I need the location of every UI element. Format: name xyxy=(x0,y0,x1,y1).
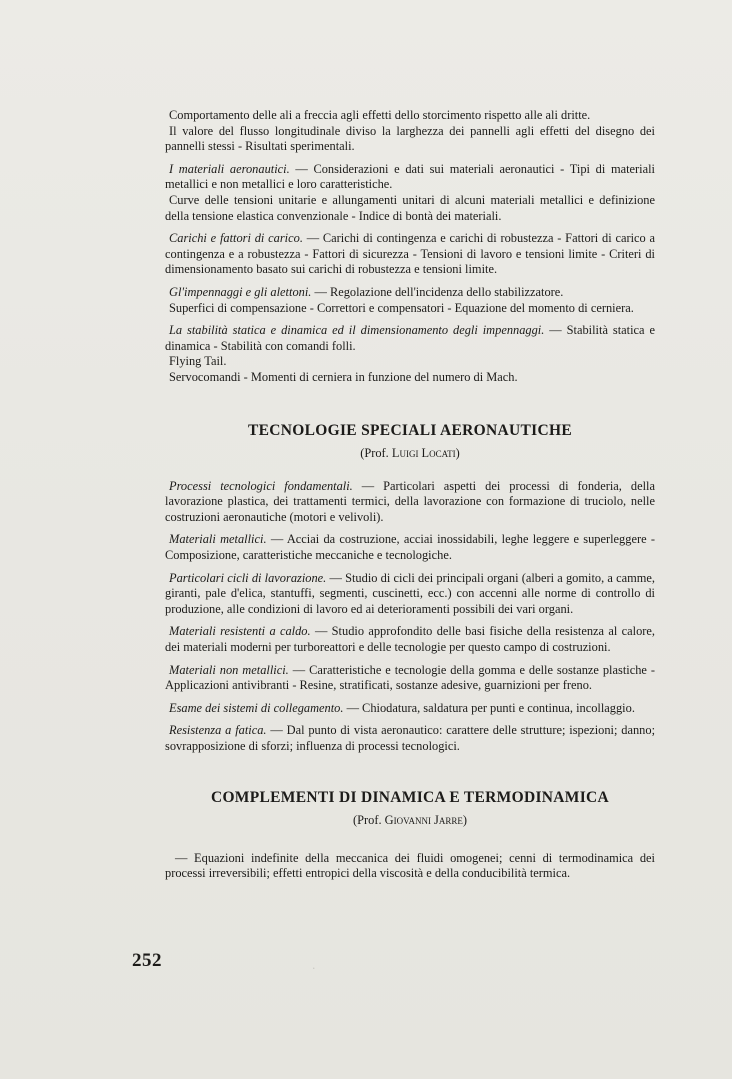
heading-non-metallici: Materiali non metallici. xyxy=(169,662,289,677)
text-processi: — Particolari aspetti dei processi di fonderia, della lavorazione plastica, dei trattamenti termici, della lavorazione con formazione di truciolo, nelle costruzioni aeronautiche (motori e velivoli). xyxy=(165,478,655,524)
tecnologie-item-5 xyxy=(165,663,655,694)
heading-carichi: Carichi e fattori di carico. xyxy=(169,231,303,246)
section-title-tecnologie: TECNOLOGIE SPECIALI AERONAUTICHE xyxy=(248,421,572,439)
heading-fatica: Resistenza a fatica. xyxy=(169,723,267,738)
tecnologie-paragraph xyxy=(165,479,655,526)
heading-resistenti-caldo: Materiali resistenti a caldo. xyxy=(169,624,311,639)
paragraph-servocomandi: Servocomandi - Momenti di cerniera in funzione del numero di Mach. xyxy=(169,369,518,384)
text-materiali: — Considerazioni e dati sui materiali aeronautici - Tipi di materiali metallici e non metallici e loro caratteristiche. xyxy=(165,161,655,192)
prof-prefix: (Prof. xyxy=(360,446,392,461)
tecnologie-item-6 xyxy=(165,701,655,717)
materiali-block xyxy=(165,162,655,224)
heading-materiali: I materiali aeronautici. xyxy=(169,161,290,176)
prof-name-locati: Luigi Locati xyxy=(391,446,456,461)
paragraph-flying-tail: Flying Tail. xyxy=(169,354,227,369)
heading-impennaggi: Gl'impennaggi e gli alettoni. xyxy=(169,284,312,299)
heading-materiali-metallici: Materiali metallici. xyxy=(169,532,267,547)
section-professor-tecnologie xyxy=(165,446,655,462)
text-carichi: — Carichi di contingenza e carichi di robustezza - Fattori di carico a contingenza e a robustezza - Fattori di sicurezza - Tensioni di lavoro e tensioni limite - Criteri di dimensionamento basato sui carichi di robustezza e tensioni limite. xyxy=(165,231,656,277)
page-number: 252 xyxy=(132,950,162,971)
prof-suffix: ) xyxy=(455,446,460,461)
carichi-block xyxy=(165,231,655,278)
text-stabilita: — Stabilità statica e dinamica - Stabilità con comandi folli. xyxy=(165,323,656,353)
paragraph-curve: Curve delle tensioni unitarie e allungamenti unitari di alcuni materiali metallici e definizione della tensione elastica convenzionale - Indice di bontà dei materiali. xyxy=(165,192,655,223)
tecnologie-item-7 xyxy=(165,723,655,754)
heading-stabilita: La stabilità statica e dinamica ed il dimensionamento degli impennaggi. xyxy=(169,323,545,338)
tecnologie-item-2 xyxy=(165,532,655,563)
tecnologie-paragraph xyxy=(165,663,655,694)
text-fatica: — Dal punto di vista aeronautico: carattere delle strutture; ispezioni; danno; sovrapposizione di sforzi; influenza di processi tecnologici. xyxy=(165,723,656,753)
upper-block xyxy=(165,108,655,155)
stabilita-block xyxy=(165,323,655,385)
prof-name-jarre: Giovanni Jarre xyxy=(384,813,463,828)
tecnologie-paragraph xyxy=(165,701,655,717)
tecnologie-paragraph xyxy=(165,571,655,618)
paragraph-complementi: — Equazioni indefinite della meccanica dei fluidi omogenei; cenni di termodinamica dei processi irreversibili; effetti entropici della viscosità e della conducibilità termica. xyxy=(165,850,655,881)
paragraph-carichi xyxy=(165,231,655,278)
text-resistenti-caldo: — Studio approfondito delle basi fisiche della resistenza al calore, dei materiali moderni per turboreattori e delle tecnologie per questo campo di costruzioni. xyxy=(165,624,656,655)
paragraph-superfici: Superfici di compensazione - Correttori e compensatori - Equazione del momento di cerniera. xyxy=(169,300,634,315)
text-non-metallici: — Caratteristiche e tecnologie della gomma e delle sostanze plastiche - Applicazioni antivibranti - Resine, stratificati, sostanze adesive, guarnizioni per freno. xyxy=(165,662,655,693)
tecnologie-item-4 xyxy=(165,624,655,655)
tecnologie-paragraph xyxy=(165,624,655,655)
paragraph-flusso: Il valore del flusso longitudinale diviso la larghezza dei pannelli agli effetti del disegno dei pannelli stessi - Risultati sperimentali. xyxy=(165,123,655,154)
heading-processi: Processi tecnologici fondamentali. xyxy=(169,478,353,493)
impennaggi-block xyxy=(165,285,655,316)
text-impennaggi: — Regolazione dell'incidenza dello stabilizzatore. xyxy=(311,284,564,299)
prof-suffix: ) xyxy=(462,813,467,828)
page-content xyxy=(165,108,655,882)
text-collegamento: — Chiodatura, saldatura per punti e continua, incollaggio. xyxy=(343,700,635,715)
faint-stamp-mark: · xyxy=(312,962,316,975)
paragraph-materiali xyxy=(165,162,655,193)
prof-prefix: (Prof. xyxy=(352,813,385,828)
section-title-complementi: COMPLEMENTI DI DINAMICA E TERMODINAMICA xyxy=(210,788,610,806)
tecnologie-paragraph xyxy=(165,723,655,754)
tecnologie-paragraph xyxy=(165,532,655,563)
tecnologie-item-3 xyxy=(165,571,655,618)
heading-collegamento: Esame dei sistemi di collegamento. xyxy=(169,700,344,715)
tecnologie-item-1 xyxy=(165,479,655,526)
text-cicli: — Studio di cicli dei principali organi (alberi a gomito, a camme, giranti, pale d'elica, stantuffi, segmenti, cuscinetti, ecc.) con accenni alle norme di controllo di produzione, alle condizioni di lavoro ed ai deterioramenti possibili dei vari organi. xyxy=(165,570,655,616)
heading-cicli: Particolari cicli di lavorazione. xyxy=(169,570,327,585)
paragraph-ali-freccia: Comportamento delle ali a freccia agli effetti dello storcimento rispetto alle ali dritte. xyxy=(169,108,591,122)
text-materiali-metallici: — Acciai da costruzione, acciai inossidabili, leghe leggere e superleggere - Composizione, caratteristiche meccaniche e tecnologiche. xyxy=(165,532,655,563)
paragraph-stabilita xyxy=(165,323,655,354)
paragraph-impennaggi xyxy=(165,285,655,301)
section-professor-complementi xyxy=(165,813,655,829)
